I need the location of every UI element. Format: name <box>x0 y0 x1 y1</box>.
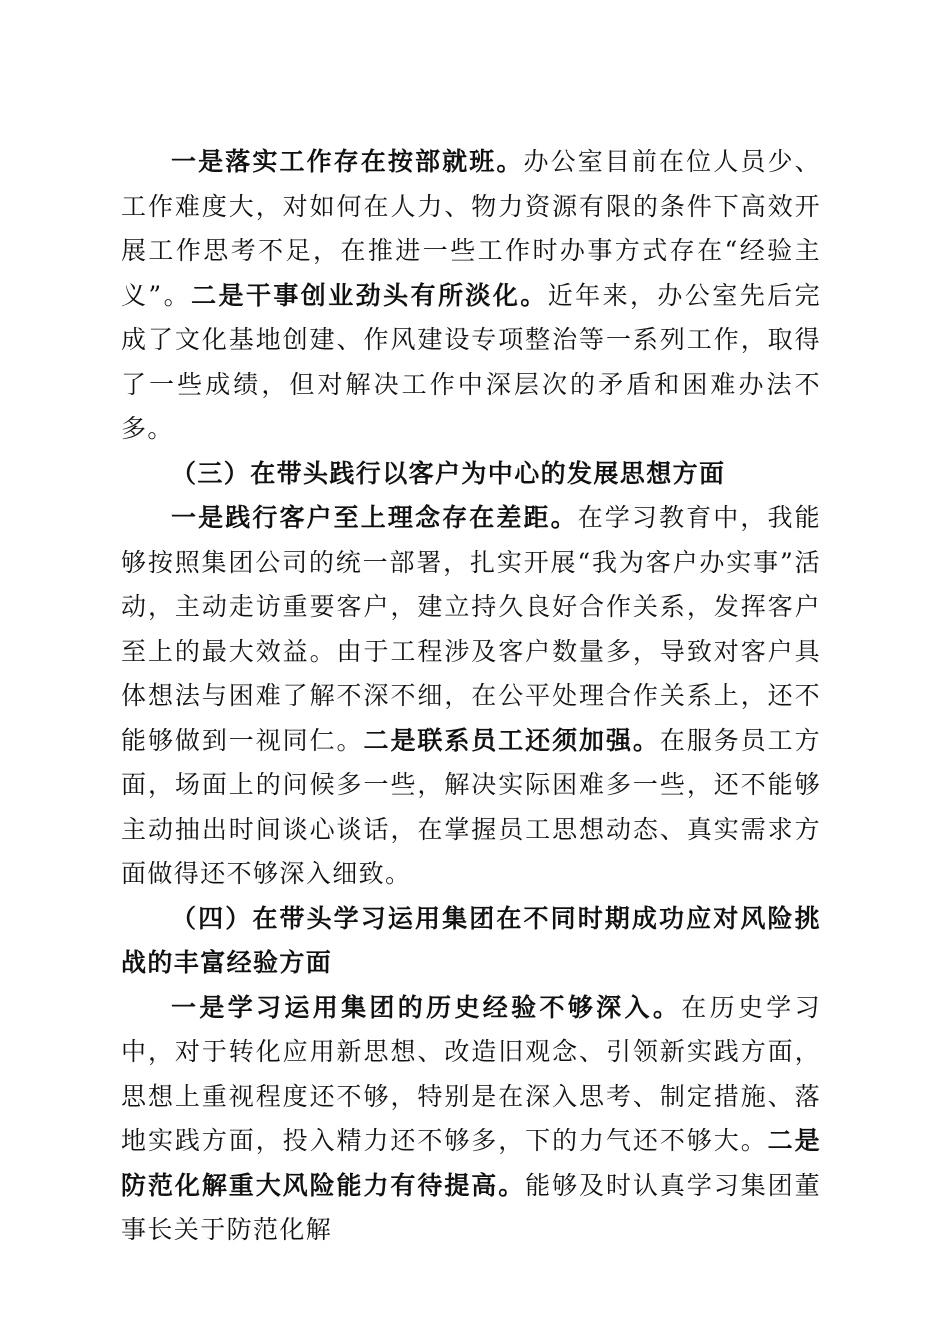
paragraph-3 <box>121 986 821 1253</box>
paragraph-3-text: 在历史学习中，对于转化应用新思想、改造旧观念、引领新实践方面，思想上重视程度还不够，特别是在深入思考、制定措施、落地实践方面，投入精力还不够多，下的力气还不够大。 <box>121 992 821 1155</box>
paragraph-1-lead: 一是落实工作存在按部就班。 <box>171 147 524 176</box>
paragraph-1-lead-2: 二是干事创业劲头有所淡化。 <box>191 280 548 310</box>
paragraph-2-text: 在学习教育中，我能够按照集团公司的统一部署，扎实开展“我为客户办实事”活动，主动走访重要客户，建立持久良好合作关系，发挥客户至上的最大效益。由于工程涉及客户数量多，导致对客户具体想法与困难了解不深不细，在公平处理合作关系上，还不能够做到一视同仁。 <box>121 503 821 755</box>
section-heading-4: （四）在带头学习运用集团在不同时期成功应对风险挑战的丰富经验方面 <box>121 903 821 977</box>
document-body <box>121 140 821 1253</box>
paragraph-2-lead: 一是践行客户至上理念存在差距。 <box>171 503 578 532</box>
paragraph-2-lead-2: 二是联系员工还须加强。 <box>363 725 660 755</box>
paragraph-2-text-2: 在服务员工方面，场面上的问候多一些，解决实际困难多一些，还不能够主动抽出时间谈心谈话，在掌握员工思想动态、真实需求方面做得还不够深入细致。 <box>121 725 822 888</box>
paragraph-2 <box>121 496 821 897</box>
paragraph-1 <box>121 140 821 452</box>
paragraph-1-text-2: 近年来，办公室先后完成了文化基地创建、作风建设专项整治等一系列工作，取得了一些成绩，但对解决工作中深层次的矛盾和困难办法不多。 <box>121 280 821 443</box>
paragraph-3-lead-2: 二是防范化解重大风险能力有待提高。 <box>121 1126 821 1200</box>
section-heading-3: （三）在带头践行以客户为中心的发展思想方面 <box>171 458 726 488</box>
paragraph-3-text-2: 能够及时认真学习集团董事长关于防范化解 <box>121 1170 821 1244</box>
paragraph-3-lead: 一是学习运用集团的历史经验不够深入。 <box>171 992 682 1022</box>
paragraph-1-text: 办公室目前在位人员少、工作难度大，对如何在人力、物力资源有限的条件下高效开展工作思考不足，在推进一些工作时办事方式存在“经验主义”。 <box>121 147 821 310</box>
